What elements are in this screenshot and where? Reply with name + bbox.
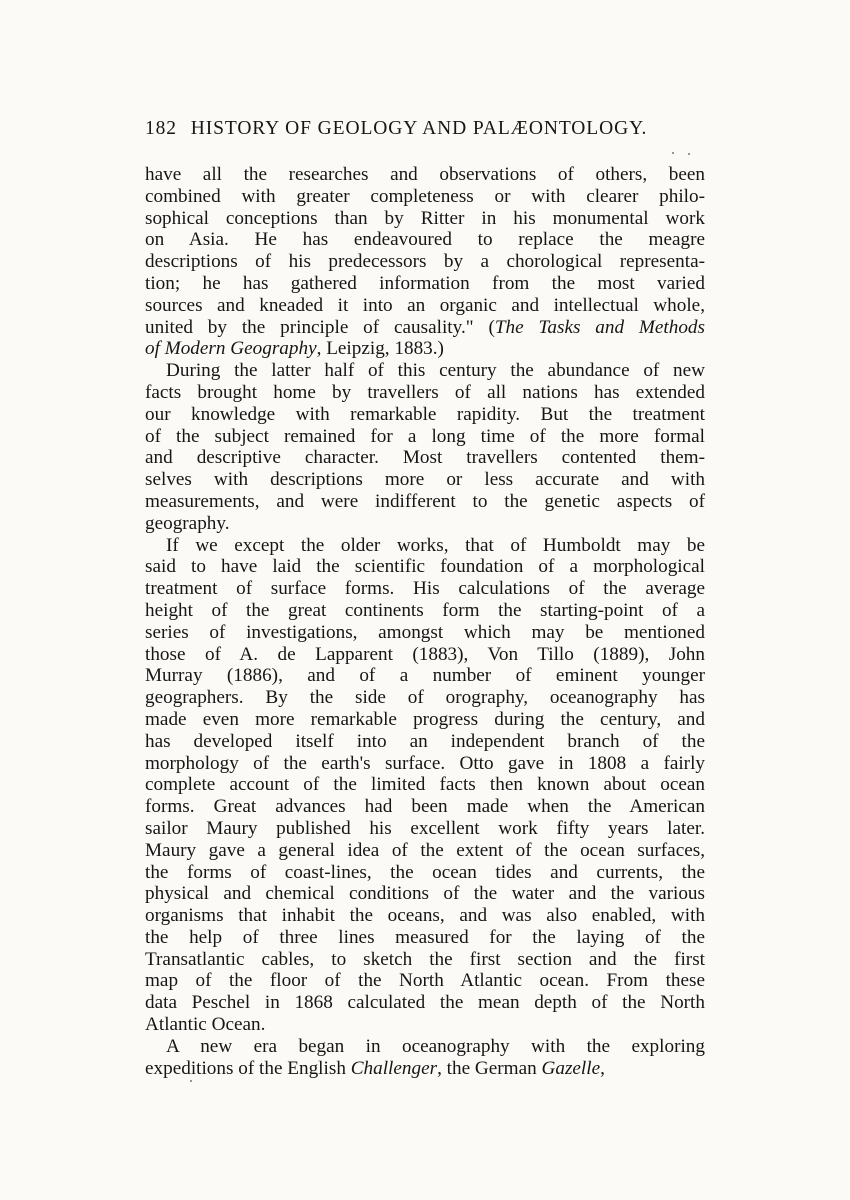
- text-run: geography.: [145, 512, 230, 534]
- text-run: the forms of coast-lines, the ocean tides and currents, the: [145, 861, 705, 883]
- text-run: map of the floor of the North Atlantic ocean. From these: [145, 970, 705, 992]
- text-line: [145, 535, 705, 557]
- text-run: those of A. de Lapparent (1883), Von Tillo (1889), John: [145, 643, 705, 665]
- text-line: [145, 774, 705, 796]
- text-line: [145, 840, 705, 862]
- text-run: has developed itself into an independent branch of the: [145, 730, 705, 752]
- text-line: [145, 796, 705, 818]
- print-speck: [190, 1080, 192, 1082]
- text-run: forms. Great advances had been made when the American: [145, 796, 705, 818]
- text-line: [145, 426, 705, 448]
- italic-run: of Modern Geography: [145, 338, 317, 360]
- text-run: our knowledge with remarkable rapidity. But the treatment: [145, 403, 705, 425]
- text-run: geographers. By the side of orography, oceanography has: [145, 687, 705, 709]
- italic-run: Challenger: [350, 1057, 438, 1079]
- paragraph: [145, 164, 705, 360]
- text-run: height of the great continents form the starting-point of a: [145, 599, 705, 621]
- text-run: Maury gave a general idea of the extent of the ocean surfaces,: [145, 839, 705, 861]
- text-run: measurements, and were indifferent to the genetic aspects of: [145, 490, 705, 512]
- text-run: morphology of the earth's surface. Otto gave in 1808 a fairly: [145, 752, 705, 774]
- page-number: 182: [145, 118, 177, 139]
- text-line: [145, 970, 705, 992]
- text-run: A new era began in oceanography with the exploring: [166, 1035, 705, 1057]
- text-run: data Peschel in 1868 calculated the mean depth of the North: [145, 992, 705, 1014]
- print-speck: [672, 152, 674, 154]
- text-line: [145, 600, 705, 622]
- text-run: complete account of the limited facts then known about ocean: [145, 774, 705, 796]
- running-title: HISTORY OF GEOLOGY AND PALÆONTOLOGY.: [190, 118, 648, 139]
- text-line: [145, 687, 705, 709]
- text-run: ,: [600, 1057, 605, 1079]
- text-run: sophical conceptions than by Ritter in his monumental work: [145, 207, 705, 229]
- text-run: the help of three lines measured for the laying of the: [145, 926, 705, 948]
- print-speck: [688, 153, 690, 155]
- text-run: Murray (1886), and of a number of eminent younger: [145, 665, 705, 687]
- text-run: Transatlantic cables, to sketch the first section and the first: [145, 948, 705, 970]
- text-line: [145, 578, 705, 600]
- text-run: , Leipzig, 1883.): [316, 338, 444, 360]
- text-line: [145, 164, 705, 186]
- text-line: [145, 883, 705, 905]
- text-line: [145, 317, 705, 339]
- paragraph: [145, 535, 705, 1036]
- text-line: [145, 818, 705, 840]
- italic-run: Gazelle: [541, 1057, 601, 1079]
- text-line: [145, 338, 705, 360]
- text-run: physical and chemical conditions of the water and the various: [145, 883, 705, 905]
- text-line: [145, 709, 705, 731]
- text-line: [145, 360, 705, 382]
- paragraph: [145, 360, 705, 534]
- text-run: , the German: [437, 1057, 542, 1079]
- text-line: [145, 229, 705, 251]
- text-run: and descriptive character. Most travellers contented them-: [145, 447, 705, 469]
- text-line: [145, 556, 705, 578]
- text-run: series of investigations, amongst which may be mentioned: [145, 621, 705, 643]
- italic-run: The Tasks and Methods: [494, 316, 705, 338]
- text-line: [145, 404, 705, 426]
- body-text: [145, 164, 705, 1079]
- text-line: [145, 905, 705, 927]
- text-line: [145, 731, 705, 753]
- text-run: descriptions of his predecessors by a chorological representa-: [145, 251, 705, 273]
- text-line: [145, 665, 705, 687]
- text-line: [145, 251, 705, 273]
- text-run: facts brought home by travellers of all nations has extended: [145, 381, 705, 403]
- text-line: [145, 382, 705, 404]
- text-run: on Asia. He has endeavoured to replace the meagre: [145, 229, 705, 251]
- text-run: tion; he has gathered information from the most varied: [145, 272, 705, 294]
- text-line: [145, 992, 705, 1014]
- text-run: of the subject remained for a long time of the more formal: [145, 425, 705, 447]
- running-header: [145, 118, 705, 140]
- text-line: [145, 1036, 705, 1058]
- text-run: Atlantic Ocean.: [145, 1014, 266, 1036]
- text-line: [145, 469, 705, 491]
- text-run: said to have laid the scientific foundation of a morphological: [145, 556, 705, 578]
- text-run: If we except the older works, that of Humboldt may be: [166, 534, 705, 556]
- text-line: [145, 513, 705, 535]
- text-run: expeditions of the English: [145, 1057, 351, 1079]
- text-run: organisms that inhabit the oceans, and was also enabled, with: [145, 905, 705, 927]
- text-line: [145, 208, 705, 230]
- text-run: have all the researches and observations of others, been: [145, 164, 705, 185]
- text-run: united by the principle of causality." (: [145, 316, 495, 338]
- text-line: [145, 447, 705, 469]
- text-run: made even more remarkable progress during the century, and: [145, 708, 705, 730]
- text-line: [145, 295, 705, 317]
- text-run: combined with greater completeness or with clearer philo-: [145, 185, 705, 207]
- text-line: [145, 622, 705, 644]
- text-line: [145, 644, 705, 666]
- text-run: sailor Maury published his excellent work fifty years later.: [145, 817, 705, 839]
- paragraph: [145, 1036, 705, 1080]
- text-line: [145, 1014, 705, 1036]
- text-line: [145, 949, 705, 971]
- text-run: treatment of surface forms. His calculations of the average: [145, 578, 705, 600]
- text-line: [145, 491, 705, 513]
- text-run: selves with descriptions more or less accurate and with: [145, 469, 705, 491]
- text-run: During the latter half of this century the abundance of new: [166, 360, 705, 382]
- text-run: sources and kneaded it into an organic and intellectual whole,: [145, 294, 705, 316]
- text-line: [145, 1058, 705, 1080]
- text-line: [145, 186, 705, 208]
- text-line: [145, 927, 705, 949]
- text-line: [145, 753, 705, 775]
- text-line: [145, 273, 705, 295]
- text-line: [145, 862, 705, 884]
